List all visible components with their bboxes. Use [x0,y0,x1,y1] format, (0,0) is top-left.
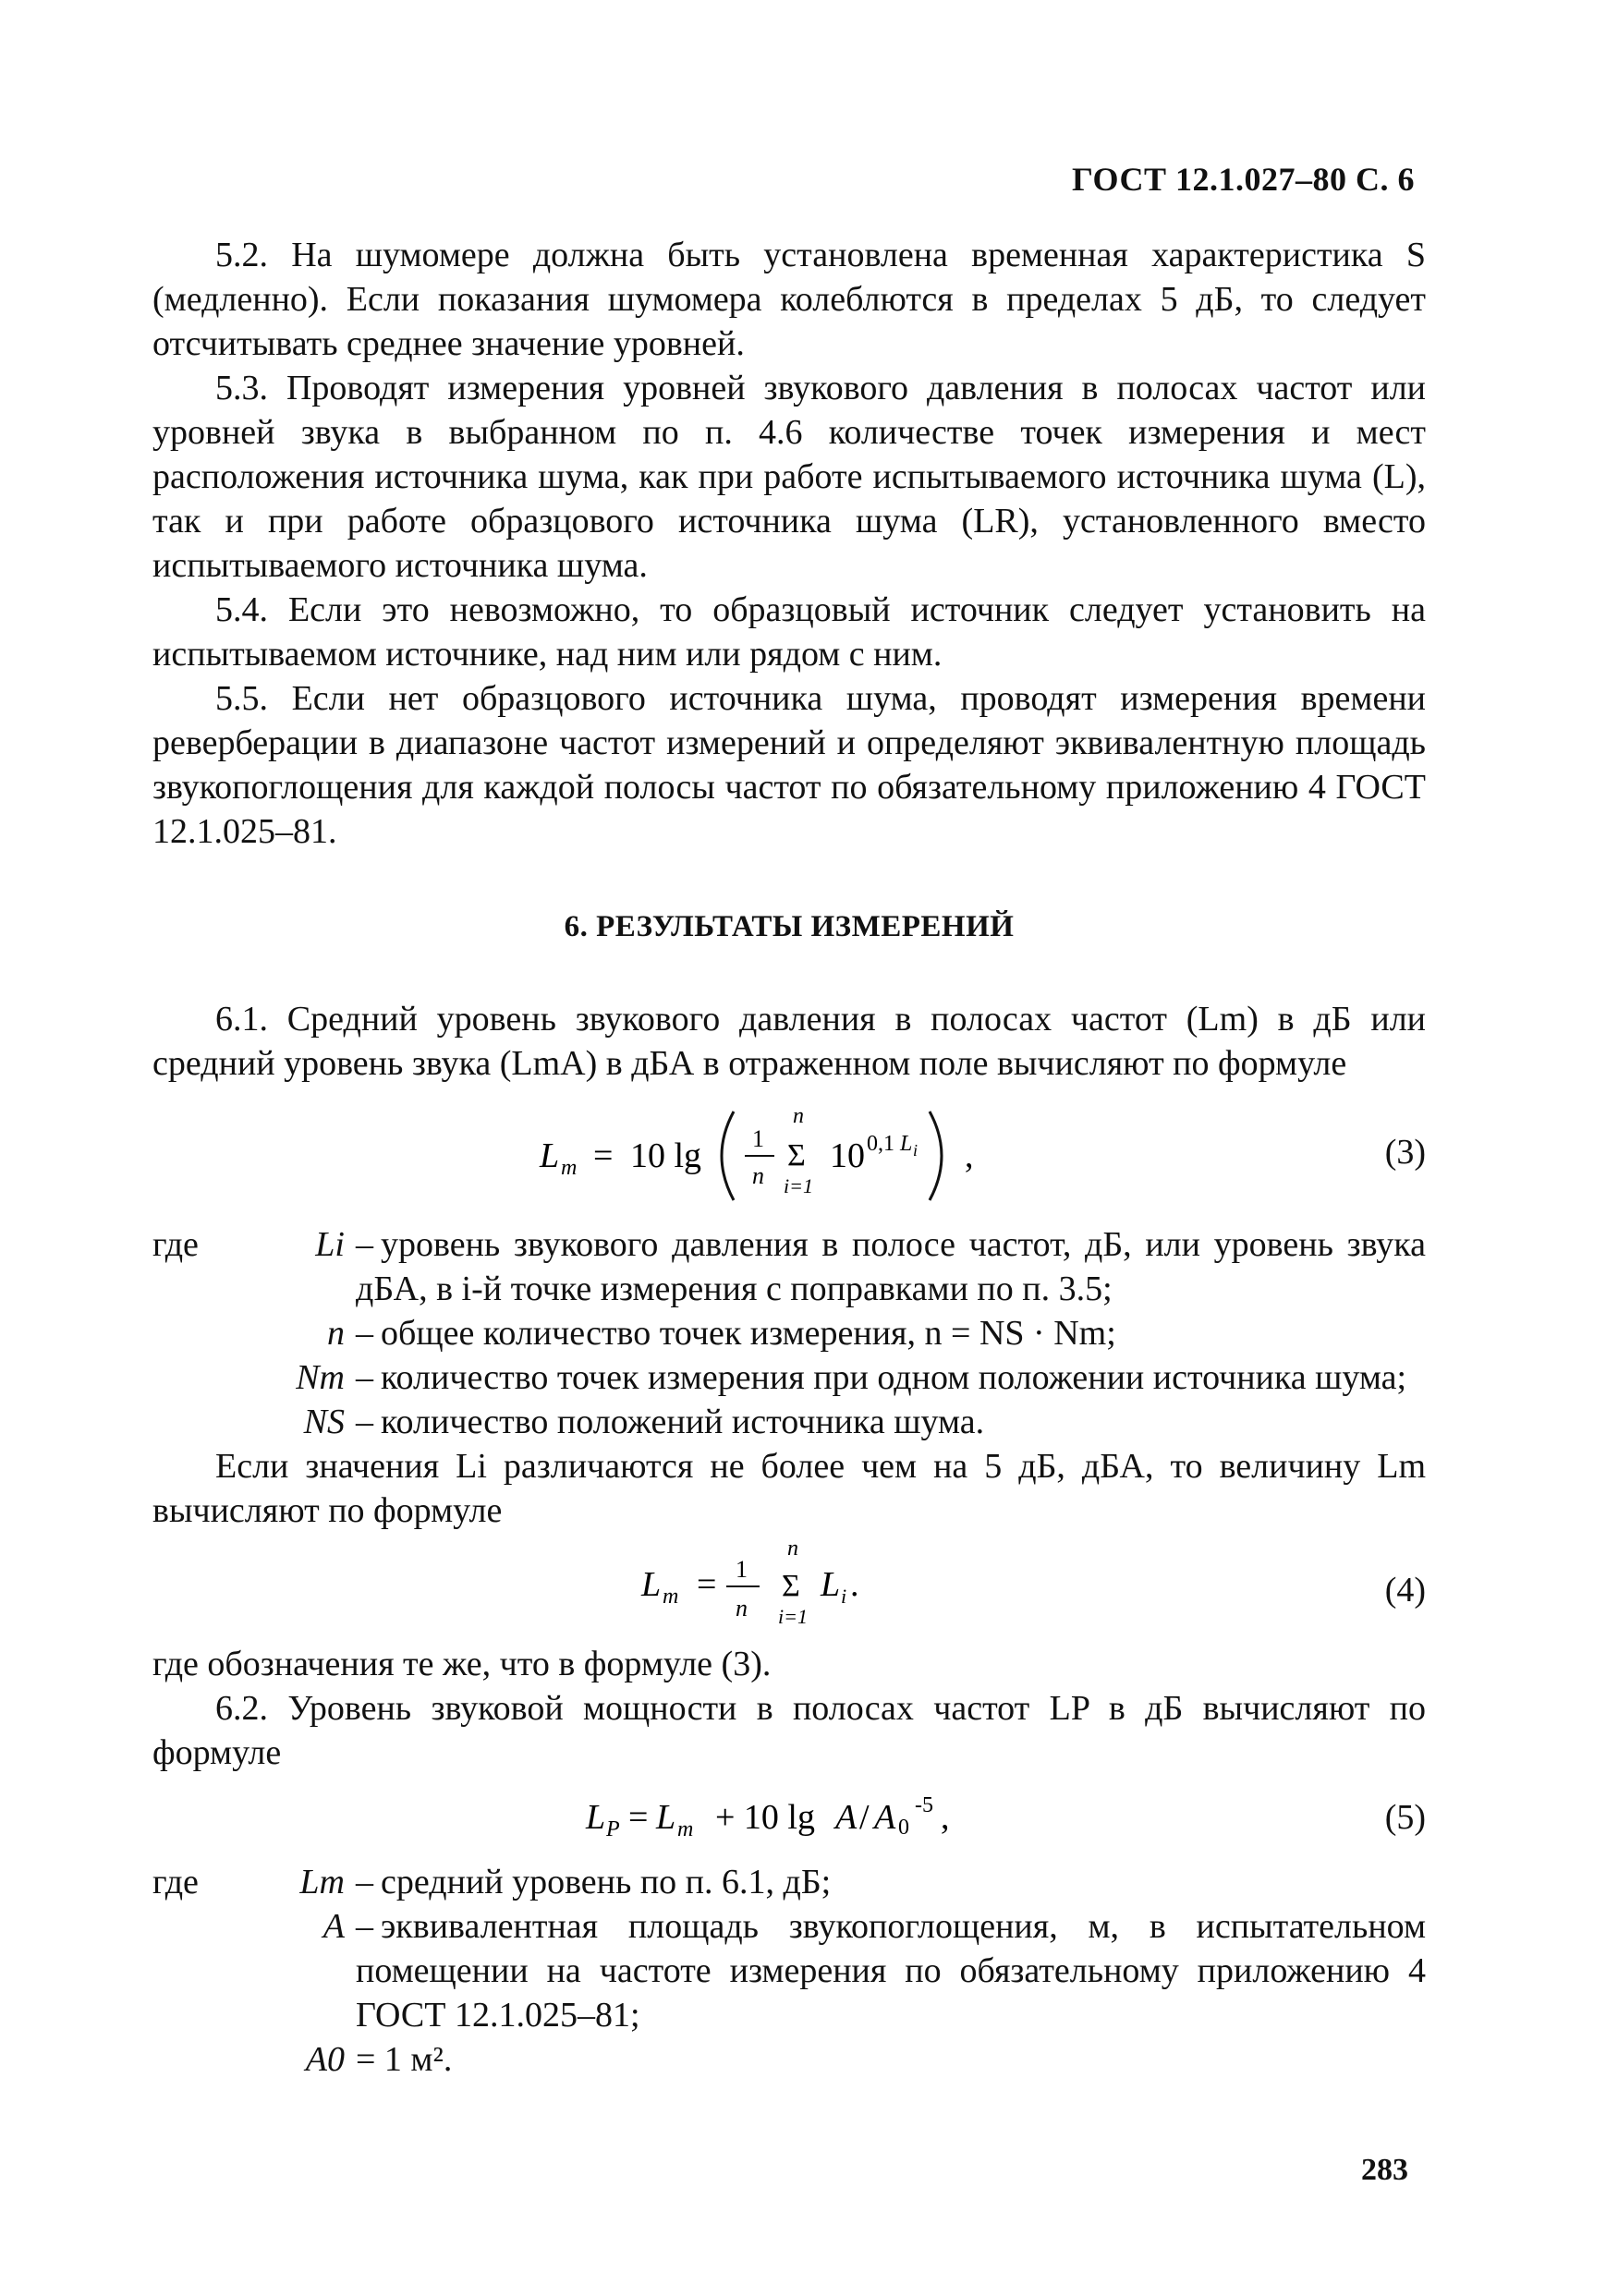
svg-text:10 lg: 10 lg [630,1136,702,1175]
body-text [152,233,1426,2082]
definition-text: = 1 м². [356,2040,453,2079]
svg-text:0: 0 [898,1816,909,1840]
svg-text:L: L [900,1132,913,1156]
definition-row [152,2037,1426,2082]
definition-text: – количество точек измерения при одном положении источника шума; [356,1358,1407,1397]
definition-symbol: Li [315,1225,345,1264]
formula-3-graphic [512,1086,1066,1222]
formula-5-number: (5) [1384,1798,1426,1837]
svg-text:10: 10 [830,1136,865,1175]
definition-text: – общее количество точек измерения, n = NS · Nm; [356,1314,1116,1353]
definition-row [152,1860,1426,1904]
svg-text:n: n [736,1595,748,1622]
definition-text: – количество положений источника шума. [356,1403,985,1441]
definitions-3 [152,1222,1426,1444]
paragraph-5-3: 5.3. Проводят измерения уровней звукового давления в полосах частот или уровней звука в выбранном по п. 4.6 количестве точек измерения и мест расположения источника шума, как при работе испытываемого источника шума (L), так и при работе образцового источника шума (LR), установленного вместо испытываемого источника шума. [152,369,1426,585]
svg-text:m: m [663,1585,679,1609]
paragraph-5-4: 5.4. Если это невозможно, то образцовый источник следует установить на испытываемом источнике, над ним или рядом с ним. [152,590,1426,674]
definition-text: – эквивалентная площадь звукопоглощения, м, в испытательном помещении на частоте измерения по обязательному приложению 4 ГОСТ 12.1.025–81; [356,1907,1426,2035]
definition-symbol: NS [303,1403,345,1441]
definition-text: – уровень звукового давления в полосе частот, дБ, или уровень звука дБА, в i-й точке измерения с поправками по п. 3.5; [356,1225,1426,1308]
svg-text:=: = [697,1565,717,1604]
svg-text:A: A [835,1798,858,1837]
formula-5-row [152,1775,1426,1860]
svg-text:L: L [540,1136,560,1175]
paragraph-5-5: 5.5. Если нет образцового источника шума, проводят измерения времени реверберации в диапазоне частот измерений и определяют эквивалентную площадь звукопоглощения для каждой полосы частот по обязательному приложению 4 ГОСТ 12.1.025–81. [152,679,1426,851]
svg-text:L: L [586,1798,606,1837]
formula-4 [152,1533,1426,1642]
definition-row [152,1904,1426,2037]
svg-text:i=1: i=1 [778,1605,808,1628]
formula-5-graphic [567,1775,1011,1860]
svg-text:=: = [593,1136,614,1175]
svg-text:Σ: Σ [782,1569,800,1603]
svg-text:Σ: Σ [787,1138,806,1172]
definition-symbol: Lm [299,1863,345,1901]
paragraph-condition: Если значения Li различаются не более чем на 5 дБ, дБА, то величину Lm вычисляют по формуле [152,1447,1426,1530]
svg-text:n: n [793,1104,804,1128]
definition-row [152,1311,1426,1355]
svg-text:L: L [656,1798,676,1837]
svg-text:.: . [850,1565,859,1604]
svg-text:1: 1 [752,1125,764,1152]
formula-3-row [152,1086,1426,1222]
formula-5 [152,1775,1426,1860]
definitions-5 [152,1860,1426,2082]
section-title: 6. РЕЗУЛЬТАТЫ ИЗМЕРЕНИЙ [564,910,1015,943]
formula-4-row [152,1533,1426,1642]
svg-text:L: L [821,1565,841,1604]
page-number: 283 [1361,2153,1408,2187]
svg-text:m: m [677,1817,694,1841]
svg-text:m: m [561,1156,578,1180]
svg-text:=: = [628,1798,649,1837]
svg-text:P: P [606,1817,620,1841]
formula-4-number: (4) [1384,1571,1426,1610]
paragraph-5-2: 5.2. На шумомере должна быть установлена временная характеристика S (медленно). Если показания шумомера колеблются в пределах 5 дБ, то следует отсчитывать среднее значение уровней. [152,236,1426,363]
definition-symbol: Nm [296,1358,345,1397]
svg-text:/: / [859,1798,870,1837]
formula-4-graphic [623,1533,955,1642]
svg-text:n: n [787,1537,798,1561]
svg-text:i: i [913,1141,918,1160]
definition-row [152,1222,1426,1311]
svg-text:n: n [752,1162,764,1189]
where-label: где [152,1225,199,1264]
paragraph-6-2: 6.2. Уровень звуковой мощности в полосах частот LP в дБ вычисляют по формуле [152,1689,1426,1772]
svg-text:-5: -5 [915,1793,933,1817]
svg-text:,: , [941,1798,950,1837]
definition-symbol: n [327,1314,345,1353]
formula-3-number: (3) [1384,1133,1426,1172]
svg-text:A: A [874,1798,896,1837]
definition-text: – средний уровень по п. 6.1, дБ; [356,1863,832,1901]
svg-text:L: L [641,1565,662,1604]
paragraph-same-notation: где обозначения те же, что в формуле (3). [152,1645,772,1683]
definition-row [152,1355,1426,1400]
paragraph-6-1: 6.1. Средний уровень звукового давления в полосах частот (Lm) в дБ или средний уровень звука (LmA) в дБА в отраженном поле вычисляют по формуле [152,1000,1426,1083]
svg-text:i: i [841,1585,847,1608]
definition-symbol: A [322,1907,345,1946]
where-label: где [152,1863,199,1901]
definition-symbol: A0 [305,2040,345,2079]
svg-text:+ 10 lg: + 10 lg [715,1798,815,1837]
standard-header: ГОСТ 12.1.027–80 С. 6 [1072,161,1415,198]
svg-text:i=1: i=1 [784,1174,813,1197]
svg-text:,: , [965,1136,974,1175]
formula-3 [152,1086,1426,1222]
definition-row [152,1400,1426,1444]
svg-text:0,1: 0,1 [867,1132,894,1156]
svg-text:1: 1 [736,1556,748,1583]
